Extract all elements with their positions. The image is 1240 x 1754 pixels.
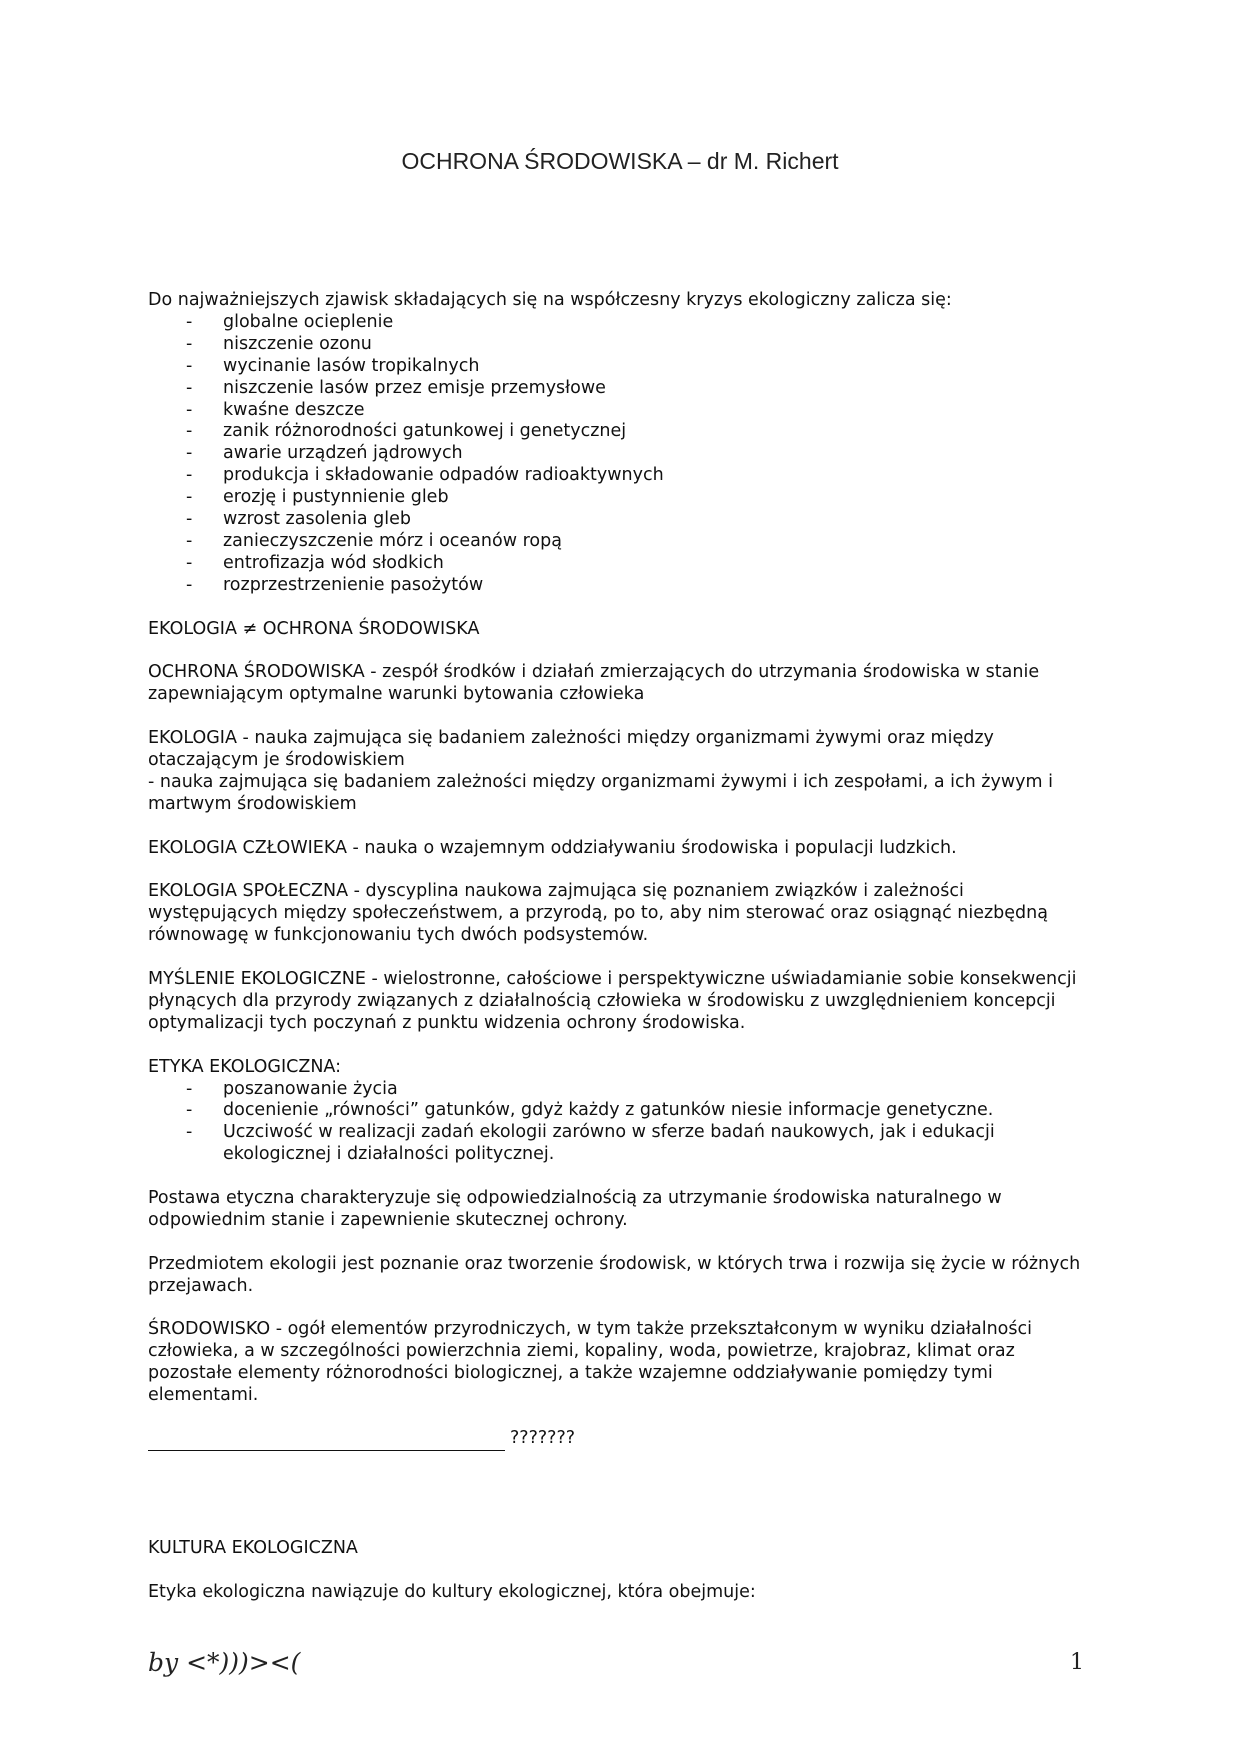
ekologia-definition-1: EKOLOGIA - nauka zajmująca się badaniem zależności między organizmami żywymi oraz między otaczającym je środowiskiem <box>148 728 994 770</box>
list-item: - produkcja i składowanie odpadów radioaktywnych <box>148 465 1098 487</box>
blank-underline <box>148 1450 505 1451</box>
list-item: - entrofizazja wód słodkich <box>148 553 1098 575</box>
kultura-paragraph: Etyka ekologiczna nawiązuje do kultury ekologicznej, która obejmuje: <box>148 1581 756 1602</box>
srodowisko-definition: ŚRODOWISKO - ogół elementów przyrodniczych, w tym także przekształconym w wyniku działalności człowieka, a w szczególności powierzchnia ziemi, kopaliny, woda, powietrze, krajobraz, klimat oraz pozostałe elementy różnorodności biologicznej, a także wzajemne oddziaływanie pomiędzy tymi elementami. <box>148 1319 1032 1406</box>
kultura-section <box>148 1538 1098 1604</box>
list-item: - rozprzestrzenienie pasożytów <box>148 575 1098 597</box>
crisis-list <box>148 312 1098 597</box>
intro-paragraph: Do najważniejszych zjawisk składających się na współczesny kryzys ekologiczny zalicza się: <box>148 290 952 310</box>
ochrona-definition: OCHRONA ŚRODOWISKA - zespół środków i działań zmierzających do utrzymania środowiska w stanie zapewniającym optymalne warunki bytowania człowieka <box>148 662 1040 705</box>
list-item: - zanieczyszczenie mórz i oceanów ropą <box>148 531 1098 553</box>
etyka-list <box>148 1079 1098 1167</box>
list-item: - wycinanie lasów tropikalnych <box>148 356 1098 378</box>
list-item: - Uczciwość w realizacji zadań ekologii zarówno w sferze badań naukowych, jak i edukacji ekologicznej i działalności politycznej. <box>148 1122 1098 1166</box>
question-marks: ??????? <box>510 1428 576 1448</box>
myslenie-definition: MYŚLENIE EKOLOGICZNE - wielostronne, całościowe i perspektywiczne uświadamianie sobie konsekwencji płynących dla przyrody związanych z działalnością człowieka w środowisku z uwzględnieniem koncepcji optymalizacji tych poczynań z punktu widzenia ochrony środowiska. <box>148 969 1077 1033</box>
list-item: - globalne ocieplenie <box>148 312 1098 334</box>
list-item: - awarie urządzeń jądrowych <box>148 443 1098 465</box>
kultura-heading: KULTURA EKOLOGICZNA <box>148 1538 358 1558</box>
list-item: - niszczenie lasów przez emisje przemysłowe <box>148 378 1098 400</box>
postawa-paragraph: Postawa etyczna charakteryzuje się odpowiedzialnością za utrzymanie środowiska naturalnego w odpowiednim stanie i zapewnienie skutecznej ochrony. <box>148 1188 1002 1230</box>
page-number: 1 <box>1070 1650 1084 1675</box>
list-item: - docenienie „równości” gatunków, gdyż każdy z gatunków niesie informacje genetyczne. <box>148 1100 1098 1122</box>
ekologia-definition-2: - nauka zajmująca się badaniem zależności między organizmami żywymi i ich zespołami, a ich żywym i martwym środowiskiem <box>148 771 1053 814</box>
ekologia-czlowieka-definition: EKOLOGIA CZŁOWIEKA - nauka o wzajemnym oddziaływaniu środowiska i populacji ludzkich. <box>148 837 957 858</box>
etyka-heading: ETYKA EKOLOGICZNA: <box>148 1056 341 1077</box>
document-body <box>148 290 1098 1407</box>
footer-author: by <*)))><( <box>148 1648 301 1677</box>
list-item: - kwaśne deszcze <box>148 400 1098 422</box>
page-title: OCHRONA ŚRODOWISKA – dr M. Richert <box>401 148 839 174</box>
list-item: - niszczenie ozonu <box>148 334 1098 356</box>
list-item: - erozję i pustynnienie gleb <box>148 487 1098 509</box>
list-item: - zanik różnorodności gatunkowej i genetycznej <box>148 421 1098 443</box>
list-item: - poszanowanie życia <box>148 1079 1098 1101</box>
ekologia-neq-heading: EKOLOGIA ≠ OCHRONA ŚRODOWISKA <box>148 618 480 639</box>
list-item: - wzrost zasolenia gleb <box>148 509 1098 531</box>
ekologia-spoleczna-definition: EKOLOGIA SPOŁECZNA - dyscyplina naukowa zajmująca się poznaniem związków i zależności występujących między społeczeństwem, a przyrodą, po to, aby nim sterować oraz osiągnąć niezbędną równowagę w funkcjonowaniu tych dwóch podsystemów. <box>148 881 1048 946</box>
przedmiot-paragraph: Przedmiotem ekologii jest poznanie oraz tworzenie środowisk, w których trwa i rozwija się życie w różnych przejawach. <box>148 1253 1081 1296</box>
